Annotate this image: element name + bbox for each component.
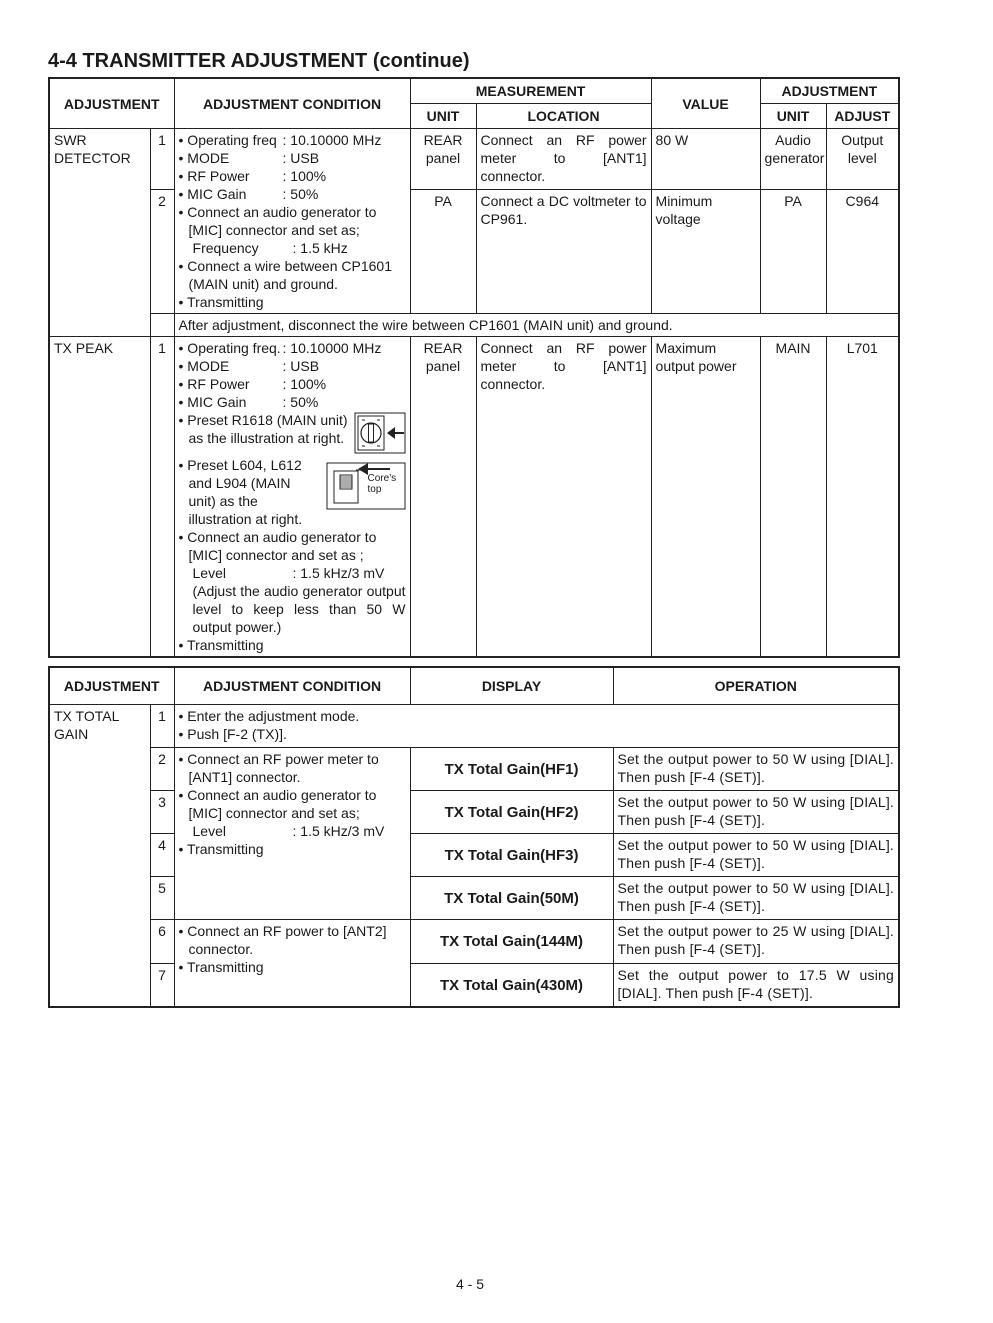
adjustment-condition: [174, 704, 899, 747]
after-adjustment-note: After adjustment, disconnect the wire between CP1601 (MAIN unit) and ground.: [174, 314, 899, 337]
operation-text: Set the output power to 50 W using [DIAL]. Then push [F-4 (SET)].: [613, 747, 899, 790]
measurement-location: Connect a DC voltmeter to CP961.: [476, 190, 651, 314]
header-value: VALUE: [651, 78, 760, 129]
adjustment-condition: [174, 337, 410, 658]
adjust-point: C964: [826, 190, 899, 314]
display-text: TX Total Gain(HF1): [410, 747, 613, 790]
operation-text: Set the output power to 17.5 W using [DIAL]. Then push [F-4 (SET)].: [613, 963, 899, 1007]
table-row: [49, 314, 899, 337]
tx-total-gain-table: [48, 666, 900, 1008]
condition-item: • Connect an RF power meter to [ANT1] connector.: [178, 750, 379, 785]
condition-item: • Transmitting: [178, 294, 264, 310]
display-text: TX Total Gain(144M): [410, 919, 613, 963]
condition-item: • Connect an audio generator to [MIC] connector and set as ; Level : 1.5 kHz/3 mV (Adjust the audio generator output level to keep less than 50 W output power.): [178, 529, 406, 635]
table-row: [49, 704, 899, 747]
measurement-unit: PA: [410, 190, 476, 314]
condition-item: • Enter the adjustment mode.: [178, 707, 360, 724]
adjustment-unit: PA: [760, 190, 826, 314]
step-number: 7: [150, 963, 174, 1007]
adjustment-condition: [174, 747, 410, 919]
coil-core-illustration: [326, 457, 406, 511]
step-number: 4: [150, 833, 174, 876]
condition-item: • Connect an audio generator to [MIC] connector and set as; Level : 1.5 kHz/3 mV: [178, 786, 385, 839]
adjust-point: Output level: [826, 129, 899, 190]
condition-item: • MODE : USB: [178, 358, 320, 374]
table-row: [49, 747, 899, 790]
transmitter-adjustment-table: [48, 77, 900, 658]
step-number: 2: [150, 747, 174, 790]
header-location: LOCATION: [476, 104, 651, 129]
adjust-point: L701: [826, 337, 899, 658]
display-text: TX Total Gain(HF2): [410, 790, 613, 833]
step-number: 6: [150, 919, 174, 963]
trimmer-potentiometer-icon: [354, 412, 406, 454]
adjustment-unit: Audio generator: [760, 129, 826, 190]
header-adjustment-condition: ADJUSTMENT CONDITION: [174, 78, 410, 129]
operation-text: Set the output power to 25 W using [DIAL]. Then push [F-4 (SET)].: [613, 919, 899, 963]
condition-item: • MODE : USB: [178, 150, 320, 166]
operation-text: Set the output power to 50 W using [DIAL]. Then push [F-4 (SET)].: [613, 790, 899, 833]
display-text: TX Total Gain(50M): [410, 876, 613, 919]
value: Maximum output power: [651, 337, 760, 658]
table-row: [49, 919, 899, 963]
condition-item: Core's top • Preset L604, L612 and L904 (MAIN unit) as the illustration at right.: [179, 456, 406, 528]
condition-item: • Operating freq : 10.10000 MHz: [178, 132, 382, 148]
step-number: 5: [150, 876, 174, 919]
condition-item: • MIC Gain : 50%: [178, 186, 319, 202]
page-number: 4 - 5: [455, 1276, 484, 1292]
page-title: 4-4 TRANSMITTER ADJUSTMENT (continue): [48, 50, 470, 72]
adjustment-unit: MAIN: [760, 337, 826, 658]
operation-text: Set the output power to 50 W using [DIAL]. Then push [F-4 (SET)].: [613, 833, 899, 876]
condition-item: • Push [F-2 (TX)].: [178, 725, 287, 742]
adjustment-name: TX TOTAL GAIN: [49, 704, 150, 1007]
condition-item: • Transmitting: [178, 958, 264, 975]
condition-item: • Operating freq. : 10.10000 MHz: [178, 340, 382, 356]
measurement-unit: REAR panel: [410, 337, 476, 658]
cores-top-label: Core's top: [367, 473, 397, 495]
header-adjustment-condition: ADJUSTMENT CONDITION: [174, 667, 410, 704]
operation-text: Set the output power to 50 W using [DIAL]. Then push [F-4 (SET)].: [613, 876, 899, 919]
step-number: 1: [150, 129, 174, 190]
adjustment-name: TX PEAK: [49, 337, 150, 658]
step-number: 3: [150, 790, 174, 833]
display-text: TX Total Gain(430M): [410, 963, 613, 1007]
value: 80 W: [651, 129, 760, 190]
header-adjustment: ADJUSTMENT: [49, 78, 174, 129]
header-adjustment-unit: UNIT: [760, 104, 826, 129]
value: Minimum voltage: [651, 190, 760, 314]
display-text: TX Total Gain(HF3): [410, 833, 613, 876]
table-row: [49, 337, 899, 658]
measurement-location: Connect an RF power meter to [ANT1] connector.: [476, 129, 651, 190]
condition-item: • RF Power : 100%: [178, 376, 327, 392]
header-measurement-unit: UNIT: [410, 104, 476, 129]
step-number: 1: [150, 337, 174, 658]
condition-item: • Connect an audio generator to [MIC] connector and set as; Frequency : 1.5 kHz: [178, 204, 377, 256]
condition-item: • MIC Gain : 50%: [178, 394, 319, 410]
header-measurement: MEASUREMENT: [410, 78, 651, 104]
condition-item: • Transmitting: [178, 840, 264, 857]
adjustment-condition: [174, 919, 410, 1007]
step-number: 2: [150, 190, 174, 314]
condition-item: • Connect an RF power to [ANT2] connector.: [178, 922, 387, 957]
header-adjustment-group: ADJUSTMENT: [760, 78, 899, 104]
condition-item: • Connect a wire between CP1601 (MAIN unit) and ground.: [178, 258, 392, 292]
adjustment-name: SWR DETECTOR: [49, 129, 150, 337]
condition-item: • RF Power : 100%: [178, 168, 327, 184]
header-operation: OPERATION: [613, 667, 899, 704]
table-row: [49, 129, 899, 190]
header-adjust: ADJUST: [826, 104, 899, 129]
header-display: DISPLAY: [410, 667, 613, 704]
condition-item: • Transmitting: [178, 637, 264, 653]
measurement-location: Connect an RF power meter to [ANT1] connector.: [476, 337, 651, 658]
condition-item: • Preset R1618 (MAIN unit) as the illustration at right.: [179, 411, 406, 447]
adjustment-condition: [174, 129, 410, 314]
header-adjustment: ADJUSTMENT: [49, 667, 174, 704]
measurement-unit: REAR panel: [410, 129, 476, 190]
step-number: 1: [150, 704, 174, 747]
